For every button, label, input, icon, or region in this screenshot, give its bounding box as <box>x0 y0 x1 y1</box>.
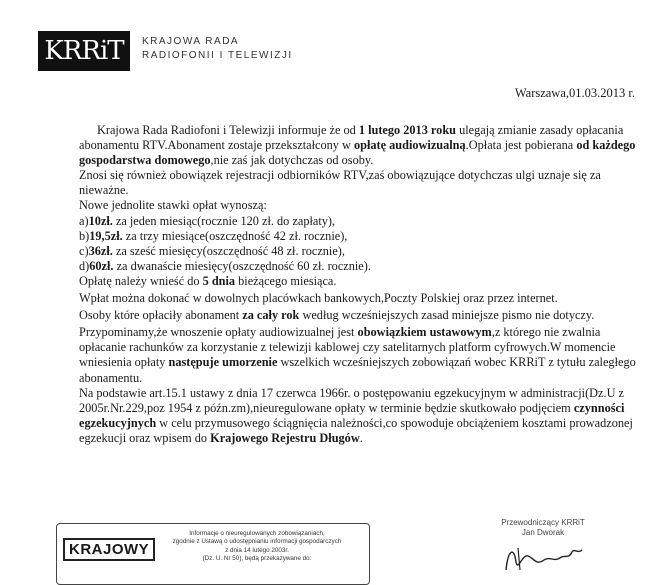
bold-household: od każdego gospodarstwa domowego <box>79 138 636 168</box>
handwritten-signature-icon <box>498 540 588 574</box>
rate-item <box>79 214 641 229</box>
bold-fee-name: opłatę audiowizualną <box>353 138 466 153</box>
rate-amount: 36zł. <box>88 243 113 258</box>
text-segment: Krajowa Rada Radiofoni i Telewizji informuje że od <box>97 123 359 137</box>
rate-amount: 10zł. <box>88 213 113 228</box>
text-segment: Osoby które opłaciły abonament <box>79 308 243 323</box>
rate-text: za sześć miesięcy(oszczędność 48 zł. rocznie), <box>112 243 345 258</box>
text-segment: Przypominamy,że wnoszenie opłaty audiowizualnej jest <box>79 325 358 340</box>
rate-item <box>79 259 641 274</box>
text-segment: w celu przymusowego ściągnięcia należności,co spowoduje obciążeniem kosztami prowadzonej egzekucji oraz wpisem do <box>79 415 633 445</box>
bold-enforcement: czynności egzekucyjnych <box>79 400 625 430</box>
rates-list <box>79 214 641 274</box>
text-segment: ulegają zmianie zasady opłacania abonamentu RTV.Abonament zostaje przekształcony w <box>79 123 624 153</box>
registry-notice-text <box>157 530 357 564</box>
letter-date: Warszawa,01.03.2013 r. <box>514 86 635 100</box>
paragraph-registration: Znosi się również obowiązek rejestracji odbiorników RTV,zaś obowiązujące dotychczas ulgi uznaje się za nieważne. <box>79 168 601 198</box>
bold-full-year: za cały rok <box>242 308 300 323</box>
registry-logo: KRAJOWY <box>63 538 155 561</box>
bold-write-off: następuje umorzenie <box>168 355 278 370</box>
rate-prefix: a) <box>79 213 89 228</box>
rate-item <box>79 229 641 244</box>
notice-line: zgodnie z Ustawą o udostępnianiu informacji gospodarczych <box>172 538 342 546</box>
rate-text: za trzy miesiące(oszczędność 42 zł. rocznie), <box>122 228 348 243</box>
paragraph-rates-intro: Nowe jednolite stawki opłat wynoszą: <box>79 198 267 213</box>
paragraph-payment-methods: Wpłat można dokonać w dowolnych placówkach bankowych,Poczty Polskiej oraz przez internet. <box>79 291 558 306</box>
rate-text: za dwanaście miesięcy(oszczędność 60 zł. rocznie). <box>113 258 371 273</box>
text-segment: .Opłata jest pobierana <box>465 138 577 153</box>
krrit-logo <box>38 31 130 71</box>
signature-block <box>478 518 608 574</box>
text-segment: według wcześniejszych zasad miniejsze pismo nie dotyczy. <box>299 308 595 323</box>
rate-prefix: d) <box>79 258 90 273</box>
letter-body <box>79 123 641 446</box>
text-segment: Na podstawie art.15.1 ustawy z dnia 17 czerwca 1966r. o postępowaniu egzekucyjnym w administracji(Dz.U z 2005r.Nr.229,poz 1954 z późn.zm),nieuregulowane opłaty w terminie będzie skutkowało podjęciem <box>79 385 624 415</box>
paragraph-enforcement <box>79 386 641 446</box>
org-line-1: KRAJOWA RADA <box>142 36 240 47</box>
rate-prefix: b) <box>79 228 90 243</box>
bold-statutory-duty: obowiązkiem ustawowym <box>357 325 492 340</box>
signatory-name: Jan Dworak <box>521 528 565 537</box>
notice-line: z dnia 14 lutego 2003r. <box>225 546 289 554</box>
rate-amount: 19,5zł. <box>89 228 123 243</box>
text-segment: Opłatę należy wnieść do <box>79 273 203 288</box>
bold-debt-registry: Krajowego Rejestru Długów <box>210 430 360 445</box>
paragraph-deadline <box>79 274 641 289</box>
rate-item <box>79 244 641 259</box>
debt-registry-notice <box>56 523 370 585</box>
notice-line: (Dz. U. Nr 50), będą przekazywane do: <box>202 555 312 563</box>
signatory-title: Przewodniczący KRRiT <box>501 518 585 527</box>
org-line-2: RADIOFONII I TELEWIZJI <box>142 50 293 61</box>
text-segment: ,z którego nie zwalnia opłacanie rachunków za korzystanie z telewizji kablowej czy satelitarnych platform cyfrowych.W momencie wniesienia opłaty <box>79 325 616 370</box>
bold-deadline: 5 dnia <box>202 273 236 288</box>
paragraph-annual-payers <box>79 308 641 323</box>
rate-prefix: c) <box>79 243 89 258</box>
paragraph-obligation <box>79 325 641 385</box>
bold-date: 1 lutego 2013 roku <box>358 123 456 137</box>
text-segment: wszelkich wcześniejszych zobowiązań wobec KRRiT z tytułu zaległego abonamentu. <box>79 355 636 385</box>
text-segment: bieżącego miesiąca. <box>235 273 337 288</box>
paragraph-intro <box>79 123 641 168</box>
rate-text: za jeden miesiąc(rocznie 120 zł. do zapłaty), <box>112 213 336 228</box>
text-segment: ,nie zaś jak dotychczas od osoby. <box>210 153 374 168</box>
organization-name <box>142 35 293 63</box>
notice-line: Informacje o nieuregulowanych zobowiązaniach, <box>189 530 325 537</box>
logo-text: KRRiT <box>44 36 124 66</box>
text-segment: . <box>359 430 363 445</box>
rate-amount: 60zł. <box>89 258 114 273</box>
